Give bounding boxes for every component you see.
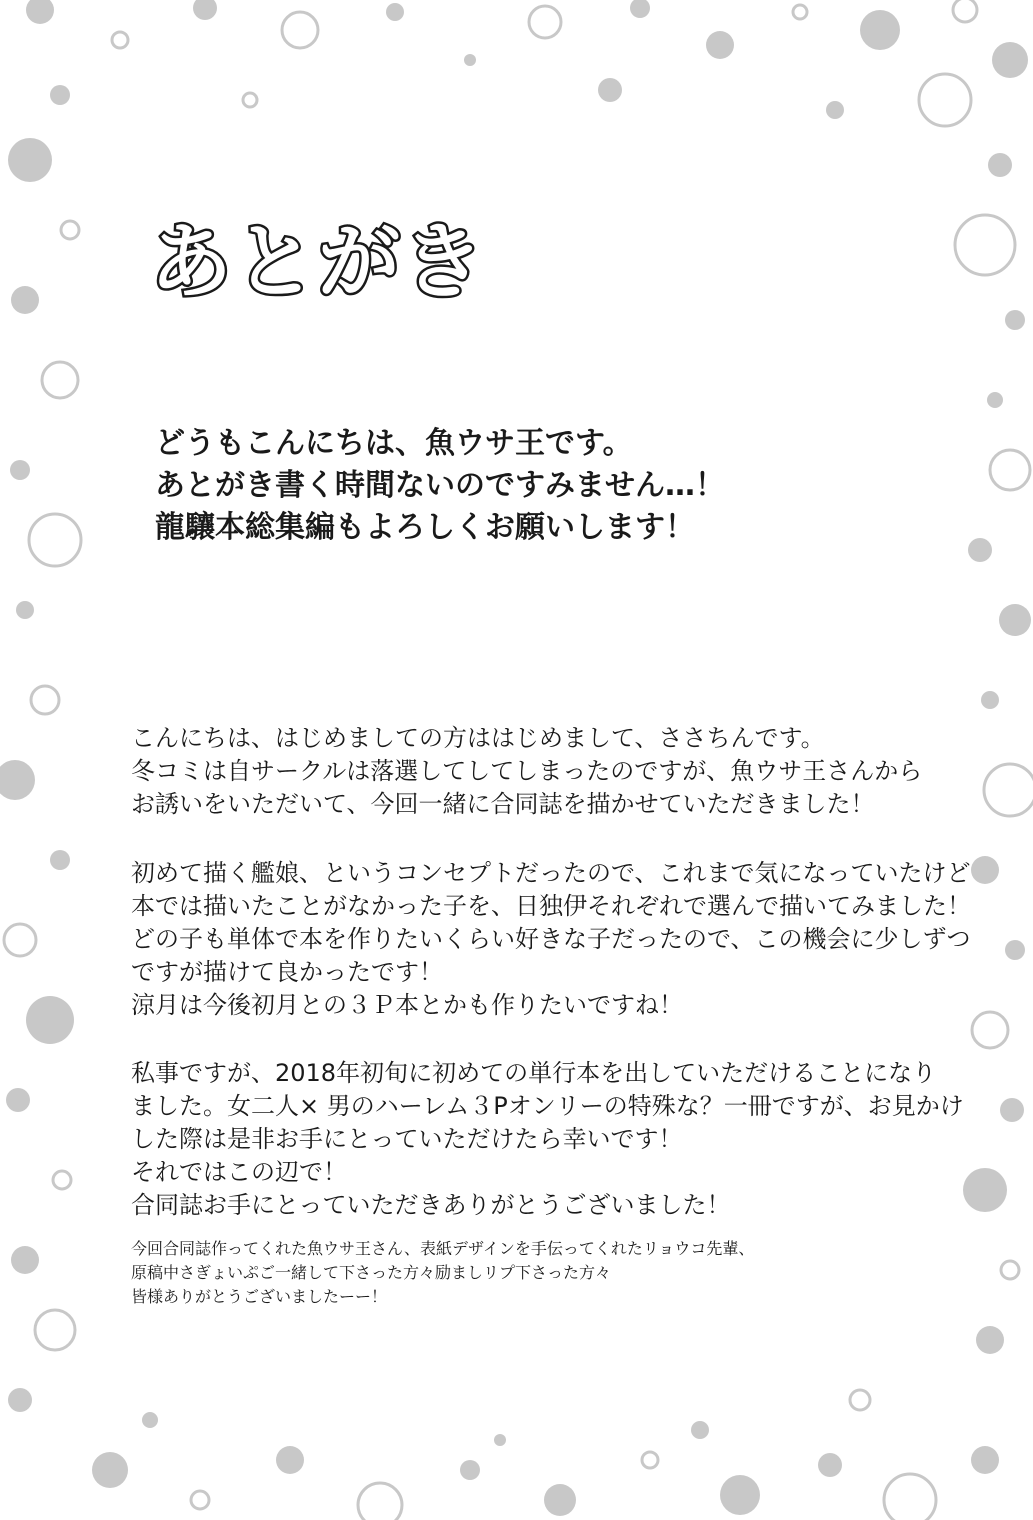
decorative-dot [8, 138, 52, 182]
decorative-dot [92, 1452, 128, 1488]
decorative-dot [10, 460, 30, 480]
decorative-ring [243, 93, 257, 107]
paragraph-line: ました。女二人× 男のハーレム３Pオンリーの特殊な？一冊ですが、お見かけ [131, 1092, 964, 1120]
decorative-ring [642, 1452, 658, 1468]
decorative-dot [6, 1088, 30, 1112]
decorative-dot [26, 996, 74, 1044]
intro-message [155, 423, 725, 549]
decorative-dot [971, 856, 999, 884]
decorative-dot [971, 1446, 999, 1474]
decorative-ring [972, 1012, 1008, 1048]
decorative-dot [999, 604, 1031, 636]
paragraph-line: 私事ですが、2018年初旬に初めての単行本を出していただけることになり [131, 1059, 937, 1087]
decorative-ring [282, 12, 318, 48]
thanks-line: 今回合同誌作ってくれた魚ウサ王さん、表紙デザインを手伝ってくれたリョウコ先輩、 [131, 1239, 755, 1258]
announcement-paragraph [131, 1057, 964, 1222]
decorative-dot [11, 1246, 39, 1274]
decorative-dot [860, 10, 900, 50]
page-title: あとがき [150, 215, 487, 310]
paragraph-line: 合同誌お手にとっていただきありがとうございました！ [131, 1191, 731, 1219]
decorative-dot [0, 760, 35, 800]
intro-line: あとがき書く時間ないのですみません…！ [155, 468, 725, 503]
decorative-dot [1005, 310, 1025, 330]
decorative-ring [919, 74, 971, 126]
decorative-dot [691, 1421, 709, 1439]
decorative-ring [42, 362, 78, 398]
decorative-ring [35, 1310, 75, 1350]
paragraph-line: お誘いをいただいて、今回一緒に合同誌を描かせていただきました！ [131, 790, 875, 818]
decorative-dot [276, 1446, 304, 1474]
decorative-dot [818, 1453, 842, 1477]
decorative-dot [193, 0, 217, 20]
intro-line: 龍驤本総集編もよろしくお願いします！ [155, 510, 695, 545]
decorative-ring [29, 514, 81, 566]
decorative-ring [529, 6, 561, 38]
decorative-ring [1001, 1261, 1019, 1279]
decorative-dot [460, 1460, 480, 1480]
decorative-ring [358, 1483, 402, 1520]
decorative-dot [720, 1475, 760, 1515]
paragraph-line: 本では描いたことがなかった子を、日独伊それぞれで選んで描いてみました！ [131, 892, 971, 920]
thanks-note [131, 1237, 754, 1309]
decorative-dot [1000, 1098, 1024, 1122]
paragraph-line: こんにちは、はじめましての方ははじめまして、ささちんです。 [131, 724, 825, 752]
decorative-ring [953, 0, 977, 22]
decorative-ring [984, 764, 1033, 816]
decorative-ring [955, 215, 1015, 275]
decorative-dot [8, 1388, 32, 1412]
decorative-dot [988, 153, 1012, 177]
decorative-dot [992, 42, 1028, 78]
paragraph-line: ですが描けて良かったです！ [131, 958, 443, 986]
decorative-ring [191, 1491, 209, 1509]
decorative-dot [386, 3, 404, 21]
decorative-dot [544, 1484, 576, 1516]
greeting-paragraph [131, 722, 922, 821]
decorative-ring [990, 450, 1030, 490]
intro-line: どうもこんにちは、魚ウサ王です。 [155, 426, 633, 461]
decorative-dot [142, 1412, 158, 1428]
decorative-dot [16, 601, 34, 619]
decorative-ring [884, 1474, 936, 1520]
decorative-dot [50, 85, 70, 105]
decorative-ring [112, 32, 128, 48]
paragraph-line: した際は是非お手にとっていただけたら幸いです！ [131, 1125, 683, 1153]
decorative-dot [963, 1168, 1007, 1212]
decorative-ring [61, 221, 79, 239]
decorative-dot [987, 392, 1003, 408]
decorative-dot [1005, 940, 1025, 960]
decorative-dot [706, 31, 734, 59]
paragraph-line: どの子も単体で本を作りたいくらい好きな子だったので、この機会に少しずつ [131, 925, 971, 953]
decorative-dot [464, 54, 476, 66]
decorative-dot [981, 691, 999, 709]
paragraph-line: 初めて描く艦娘、というコンセプトだったので、これまで気になっていたけど [131, 859, 971, 887]
decorative-dot [630, 0, 650, 18]
decorative-dot [494, 1434, 506, 1446]
decorative-dot [968, 538, 992, 562]
decorative-ring [793, 5, 807, 19]
thanks-line: 原稿中さぎょいぷご一緒して下さった方々励ましリプ下さった方々 [131, 1263, 612, 1282]
concept-paragraph [131, 857, 971, 1022]
decorative-ring [850, 1390, 870, 1410]
decorative-dot [976, 1326, 1004, 1354]
decorative-dot [11, 286, 39, 314]
decorative-dot [826, 101, 844, 119]
decorative-ring [31, 686, 59, 714]
paragraph-line: 涼月は今後初月との３Ｐ本とかも作りたいですね！ [131, 991, 683, 1019]
decorative-dot [598, 78, 622, 102]
decorative-dot [26, 0, 54, 24]
decorative-dot [50, 850, 70, 870]
paragraph-line: それではこの辺で！ [131, 1158, 347, 1186]
decorative-ring [4, 924, 36, 956]
thanks-line: 皆様ありがとうございましたーー！ [131, 1287, 388, 1306]
decorative-ring [53, 1171, 71, 1189]
paragraph-line: 冬コミは自サークルは落選してしてしまったのですが、魚ウサ王さんから [131, 757, 923, 785]
